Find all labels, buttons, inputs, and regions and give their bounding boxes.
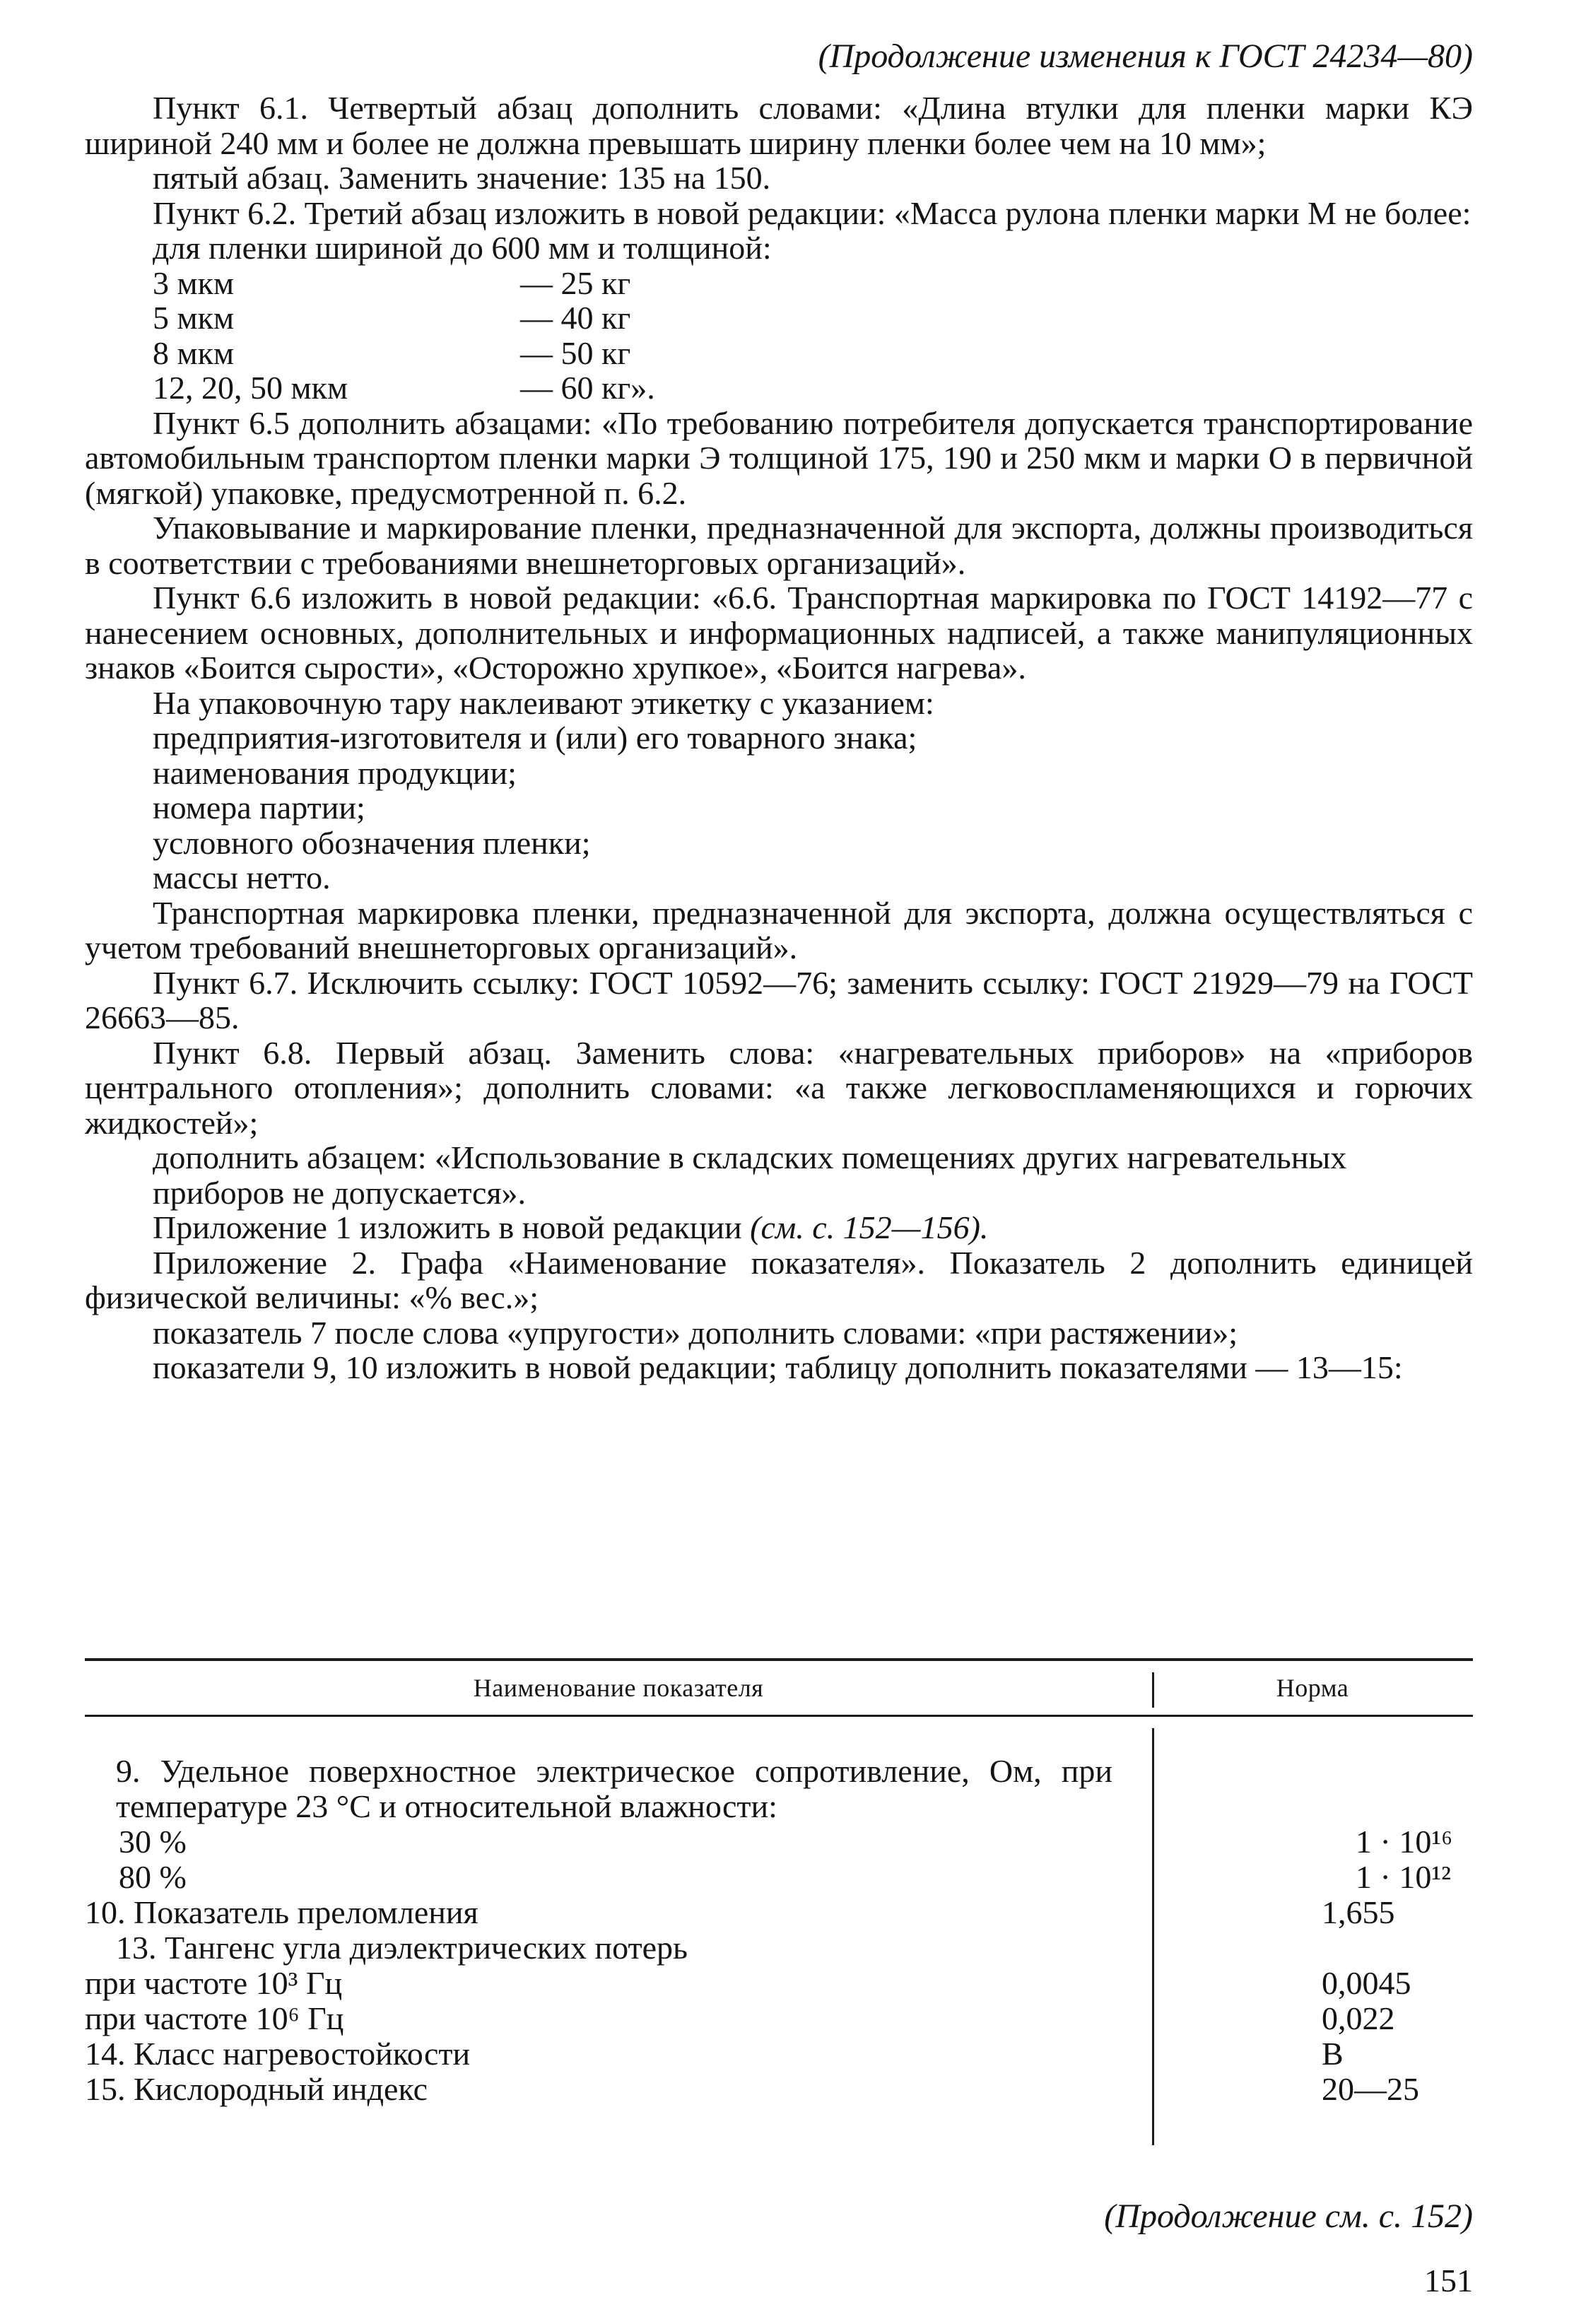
row-value: 0,0045	[1322, 1965, 1411, 2001]
paragraph-indicator-7: показатель 7 после слова «упругости» дополнить словами: «при растяжении»;	[153, 1314, 1238, 1351]
table-row	[85, 1860, 1473, 1895]
list-item: массы нетто.	[153, 859, 331, 896]
appendix-1-text: Приложение 1 изложить в новой редакции	[153, 1209, 742, 1245]
header-norm: Норма	[1276, 1674, 1349, 1702]
table-row	[85, 1895, 1473, 1930]
row-value: В	[1322, 2036, 1344, 2072]
mass-thickness: 3 мкм	[153, 264, 235, 301]
list-item: наименования продукции;	[153, 754, 517, 791]
paragraph-6-6: Пункт 6.6 изложить в новой редакции: «6.6. Транспортная маркировка по ГОСТ 14192—77 с нанесением основных, дополнительных и информационных надписей, а также манипуляционных знаков «Боится сырости», «Осторожно хрупкое», «Боится нагрева».	[85, 580, 1473, 686]
row-name: при частоте 10⁶ Гц	[85, 2000, 344, 2036]
list-item: предприятия-изготовителя и (или) его товарного знака;	[153, 720, 917, 756]
row-value: 1 · 10¹⁶	[1356, 1824, 1453, 1860]
paragraph-label-intro: На упаковочную тару наклеивают этикетку с указанием:	[153, 684, 934, 721]
mass-row	[85, 336, 1473, 371]
page-number: 151	[1424, 2263, 1473, 2299]
indicators-table	[85, 1658, 1473, 2107]
mass-thickness: 12, 20, 50 мкм	[153, 370, 348, 406]
table-row	[85, 2072, 1473, 2107]
paragraph-appendix-1	[85, 1210, 1473, 1245]
paragraph-appendix-2: Приложение 2. Графа «Наименование показателя». Показатель 2 дополнить единицей физической величины: «% вес.»;	[85, 1244, 1473, 1315]
paragraph-6-8: Пункт 6.8. Первый абзац. Заменить слова: «нагревательных приборов» на «приборов центрального отопления»; дополнить словами: «а также легковоспламеняющихся и горючих жидкостей»;	[85, 1034, 1473, 1141]
row-name: 9. Удельное поверхностное электрическое сопротивление, Ом, при температуре 23 °С и относительной влажности:	[116, 1753, 1112, 1824]
table-row	[85, 1824, 1473, 1860]
paragraph-width: для пленки шириной до 600 мм и толщиной:	[153, 230, 772, 266]
mass-row	[85, 266, 1473, 301]
table-row	[85, 2001, 1473, 2036]
paragraph-fifth: пятый абзац. Заменить значение: 135 на 150.	[153, 160, 771, 196]
list-item: номера партии;	[153, 790, 365, 826]
row-value	[1183, 1930, 1473, 1966]
row-value: 1,655	[1322, 1894, 1395, 1930]
paragraph-heaters: дополнить абзацем: «Использование в складских помещениях других нагревательных приборов не допускается».	[153, 1139, 1347, 1211]
mass-thickness: 5 мкм	[153, 300, 235, 336]
mass-value: — 40 кг	[520, 300, 631, 336]
continuation-note: (Продолжение см. с. 152)	[1104, 2197, 1473, 2235]
row-name: 13. Тангенс угла диэлектрических потерь	[116, 1930, 688, 1966]
paragraph-6-5: Пункт 6.5 дополнить абзацами: «По требованию потребителя допускается транспортирование автомобильным транспортом пленки марки Э толщиной 175, 190 и 250 мкм и марки О в первичной (мягкой) упаковке, предусмотренной п. 6.2.	[85, 404, 1473, 511]
mass-thickness: 8 мкм	[153, 334, 235, 371]
mass-value: — 50 кг	[520, 334, 631, 371]
row-value: 1 · 10¹²	[1356, 1859, 1451, 1895]
table-row	[85, 2036, 1473, 2072]
row-value: 0,022	[1322, 2000, 1395, 2036]
mass-value: — 25 кг	[520, 264, 631, 301]
paragraph-indicators-9-10: показатели 9, 10 изложить в новой редакции; таблицу дополнить показателями — 13—15:	[153, 1349, 1403, 1385]
row-value	[1183, 1754, 1473, 1824]
paragraph-6-2: Пункт 6.2. Третий абзац изложить в новой редакции: «Масса рулона пленки марки М не более:	[153, 194, 1472, 231]
row-name: 30 %	[119, 1824, 187, 1860]
row-name: 80 %	[119, 1859, 187, 1895]
row-name: при частоте 10³ Гц	[85, 1965, 343, 2001]
page-header: (Продолжение изменения к ГОСТ 24234—80)	[818, 37, 1473, 75]
label-list	[85, 720, 1473, 896]
table-body	[85, 1717, 1473, 2107]
row-value: 20—25	[1322, 2071, 1419, 2107]
header-divider	[1152, 1672, 1154, 1708]
column-divider	[1152, 1728, 1154, 2145]
paragraph-transport-marking: Транспортная маркировка пленки, предназначенной для экспорта, должна осуществляться с учетом требований внешнеторговых организаций».	[85, 894, 1473, 966]
table-row	[85, 1930, 1473, 1966]
row-name: 15. Кислородный индекс	[85, 2071, 428, 2107]
table-row	[85, 1966, 1473, 2001]
paragraph-6-1: Пункт 6.1. Четвертый абзац дополнить словами: «Длина втулки для пленки марки КЭ шириной 240 мм и более не должна превышать ширину пленки более чем на 10 мм»;	[85, 90, 1473, 161]
appendix-1-ref: (см. с. 152—156).	[750, 1209, 989, 1245]
document-body	[85, 90, 1473, 1385]
mass-row	[85, 300, 1473, 336]
header-indicator-name: Наименование показателя	[473, 1674, 764, 1702]
table-row	[85, 1754, 1473, 1824]
mass-list	[85, 266, 1473, 406]
paragraph-6-7: Пункт 6.7. Исключить ссылку: ГОСТ 10592—76; заменить ссылку: ГОСТ 21929—79 на ГОСТ 26663—85.	[85, 964, 1473, 1035]
row-name: 10. Показатель преломления	[85, 1894, 478, 1930]
table-header	[85, 1661, 1473, 1715]
list-item: условного обозначения пленки;	[153, 824, 591, 861]
mass-value: — 60 кг».	[520, 370, 655, 406]
row-name: 14. Класс нагревостойкости	[85, 2036, 471, 2072]
mass-row	[85, 370, 1473, 406]
paragraph-export-packing: Упаковывание и маркирование пленки, предназначенной для экспорта, должны производиться в соответствии с требованиями внешнеторговых организаций».	[85, 510, 1473, 581]
